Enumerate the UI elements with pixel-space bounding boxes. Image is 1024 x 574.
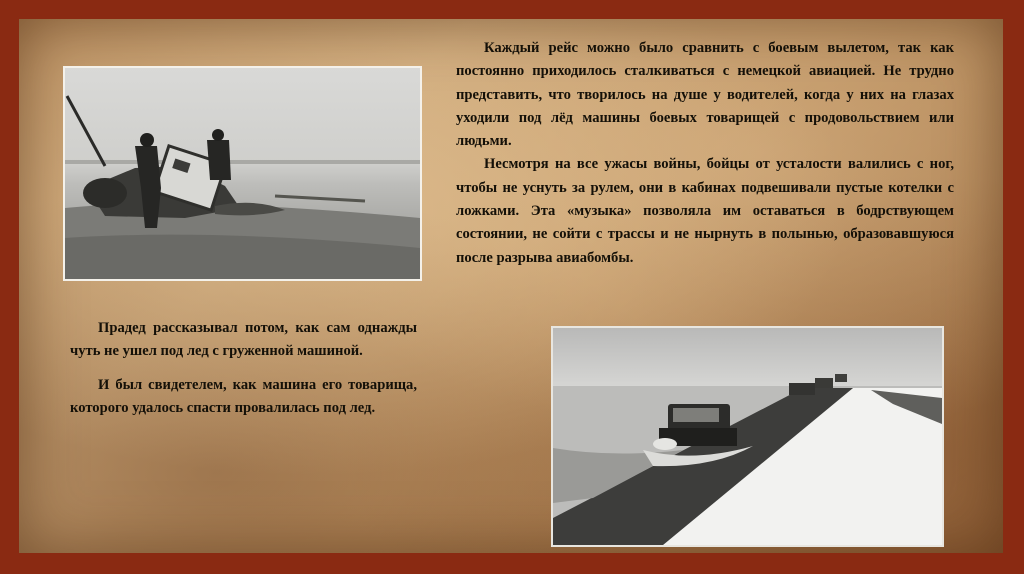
right-text-block xyxy=(456,37,954,270)
photo-road-of-life-image xyxy=(553,328,942,545)
slide xyxy=(19,19,1003,553)
left-paragraph: Прадед рассказывал потом, как сам однажды чуть не ушел под лед с груженной машиной. xyxy=(70,320,417,360)
photo-truck-through-ice xyxy=(63,66,422,281)
right-paragraph: Каждый рейс можно было сравнить с боевым вылетом, так как постоянно приходилось сталкиваться с немецкой авиацией. Не трудно представить, что творилось на душе у водителей, когда у них на глазах уходили под лёд машины боевых товарищей с продовольствием или людьми. xyxy=(456,40,954,150)
right-paragraph: Несмотря на все ужасы войны, бойцы от усталости валились с ног, чтобы не уснуть за рулем, они в кабинах подвешивали пустые котелки с ложками. Эта «музыка» позволяла им оставаться в бодрствующем состоянии, не сойти с трассы и не нырнуть в полынью, образовавшуюся после разрыва авиабомбы. xyxy=(456,156,954,266)
left-text-block xyxy=(70,317,417,420)
photo-road-of-life xyxy=(551,326,944,547)
photo-truck-through-ice-image xyxy=(65,68,420,279)
left-paragraph: И был свидетелем, как машина его товарища, которого удалось спасти провалилась под лед. xyxy=(70,376,417,416)
